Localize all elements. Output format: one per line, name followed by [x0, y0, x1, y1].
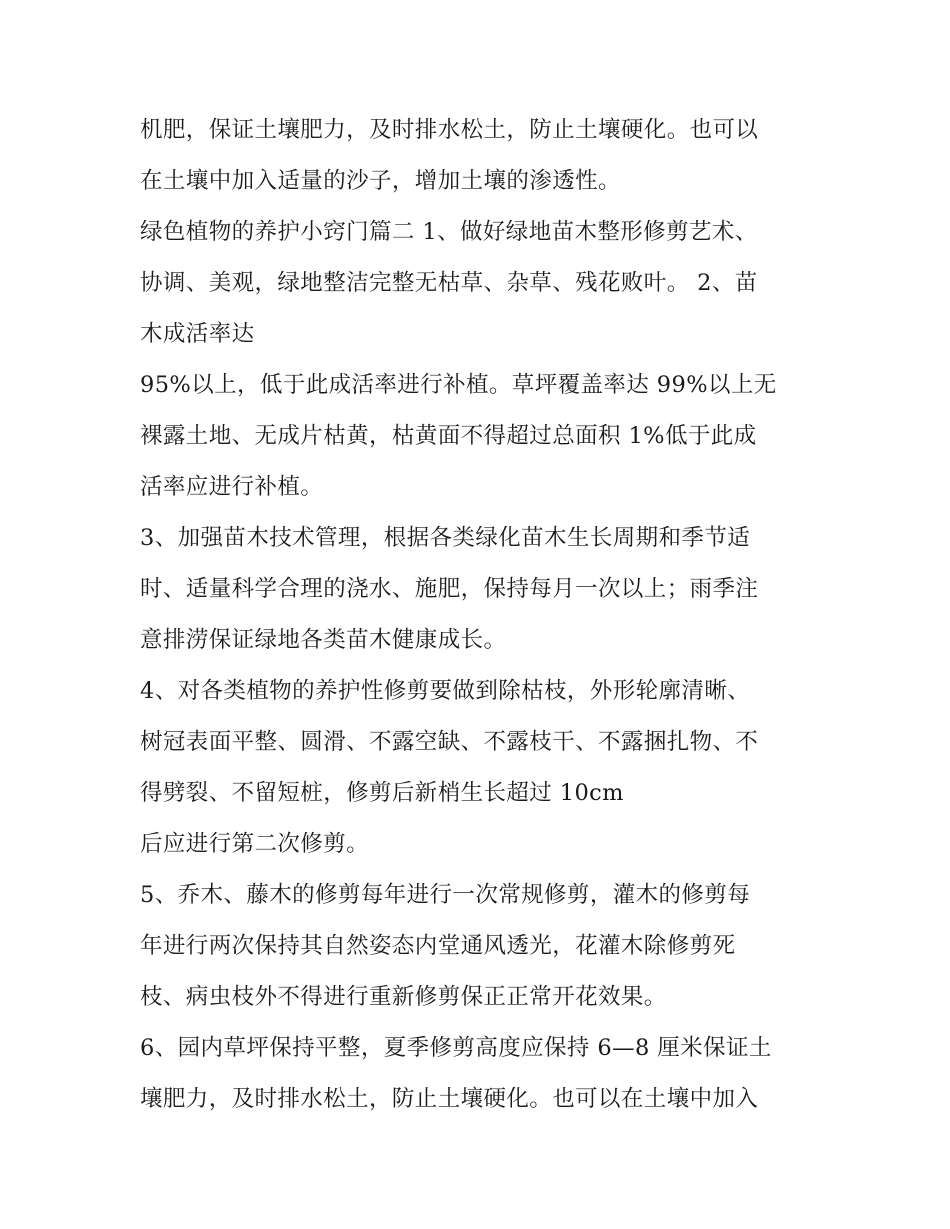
- text-line: 机肥，保证土壤肥力，及时排水松土，防止土壤硬化。也可以: [140, 117, 759, 143]
- text-line: 木成活率达: [140, 321, 255, 347]
- text-line: 年进行两次保持其自然姿态内堂通风透光，花灌木除修剪死: [140, 933, 736, 959]
- text-line: 壤肥力，及时排水松土，防止土壤硬化。也可以在土壤中加入: [140, 1086, 759, 1112]
- text-line: 5、乔木、藤木的修剪每年进行一次常规修剪，灌木的修剪每: [140, 882, 751, 908]
- text-line: 绿色植物的养护小窍门篇二 1、做好绿地苗木整形修剪艺术、: [140, 219, 758, 245]
- text-line: 时、适量科学合理的浇水、施肥，保持每月一次以上；雨季注: [140, 576, 759, 602]
- text-line: 活率应进行补植。: [140, 474, 324, 500]
- text-line: 裸露土地、无成片枯黄，枯黄面不得超过总面积 1%低于此成: [140, 423, 757, 449]
- text-line: 在土壤中加入适量的沙子，增加土壤的渗透性。: [140, 168, 621, 194]
- text-line: 95%以上，低于此成活率进行补植。草坪覆盖率达 99%以上无: [140, 372, 777, 398]
- text-line: 后应进行第二次修剪。: [140, 831, 370, 857]
- text-line: 意排涝保证绿地各类苗木健康成长。: [140, 627, 507, 653]
- text-line: 4、对各类植物的养护性修剪要做到除枯枝，外形轮廓清晰、: [140, 678, 751, 704]
- text-line: 树冠表面平整、圆滑、不露空缺、不露枝干、不露捆扎物、不: [140, 729, 759, 755]
- text-line: 枝、病虫枝外不得进行重新修剪保正正常开花效果。: [140, 984, 667, 1010]
- text-line: 6、园内草坪保持平整，夏季修剪高度应保持 6—8 厘米保证土: [140, 1035, 772, 1061]
- document-body: [140, 105, 820, 1125]
- text-line: 3、加强苗木技术管理，根据各类绿化苗木生长周期和季节适: [140, 525, 751, 551]
- text-line: 协调、美观，绿地整洁完整无枯草、杂草、残花败叶。 2、苗: [140, 270, 758, 296]
- text-line: 得劈裂、不留短桩，修剪后新梢生长超过 10cm: [140, 780, 624, 806]
